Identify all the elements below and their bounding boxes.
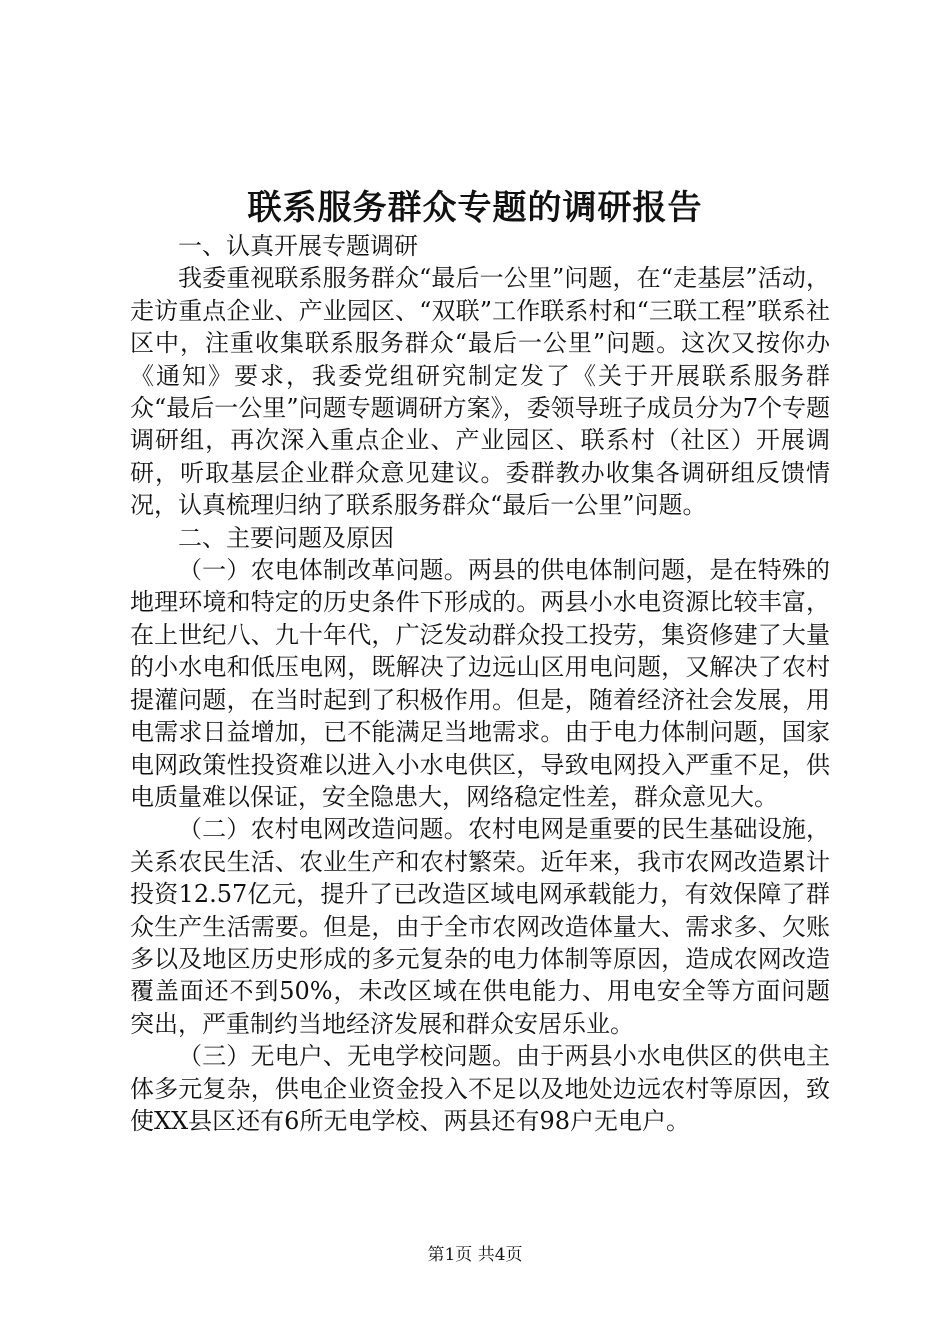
paragraph-2: （一）农电体制改革问题。两县的供电体制问题，是在特殊的地理环境和特定的历史条件下形成的。两县小水电资源比较丰富，在上世纪八、九十年代，广泛发动群众投工投劳，集资修建了大量的小水电和低压电网，既解决了边远山区用电问题，又解决了农村提灌问题，在当时起到了积极作用。但是，随着经济社会发展，用电需求日益增加，已不能满足当地需求。由于电力体制问题，国家电网政策性投资难以进入小水电供区，导致电网投入严重不足，供电质量难以保证，安全隐患大，网络稳定性差，群众意见大。 bbox=[130, 556, 830, 811]
page-number-footer: 第1页 共4页 bbox=[427, 1245, 523, 1265]
paragraph-4: （三）无电户、无电学校问题。由于两县小水电供区的供电主体多元复杂，供电企业资金投入不足以及地处边远农村等原因，致使XX县区还有6所无电学校、两县还有98户无电户。 bbox=[130, 1042, 830, 1135]
document-body bbox=[130, 230, 830, 1137]
document-title: 联系服务群众专题的调研报告 bbox=[247, 188, 703, 228]
section-heading-1: 一、认真开展专题调研 bbox=[178, 232, 418, 260]
section-heading-2: 二、主要问题及原因 bbox=[178, 523, 394, 552]
paragraph-3: （二）农村电网改造问题。农村电网是重要的民生基础设施，关系农民生活、农业生产和农村繁荣。近年来，我市农网改造累计投资12.57亿元，提升了已改造区域电网承载能力，有效保障了群众生产生活需要。但是，由于全市农网改造体量大、需求多、欠账多以及地区历史形成的多元复杂的电力体制等原因，造成农网改造覆盖面还不到50%，未改区域在供电能力、用电安全等方面问题突出，严重制约当地经济发展和群众安居乐业。 bbox=[130, 815, 830, 1038]
paragraph-1: 我委重视联系服务群众“最后一公里”问题，在“走基层”活动，走访重点企业、产业园区、“双联”工作联系村和“三联工程”联系社区中，注重收集联系服务群众“最后一公里”问题。这次又按你办《通知》要求，我委党组研究制定发了《关于开展联系服务群众“最后一公里”问题专题调研方案》，委领导班子成员分为7个专题调研组，再次深入重点企业、产业园区、联系村（社区）开展调研，听取基层企业群众意见建议。委群教办收集各调研组反馈情况，认真梳理归纳了联系服务群众“最后一公里”问题。 bbox=[130, 264, 830, 520]
